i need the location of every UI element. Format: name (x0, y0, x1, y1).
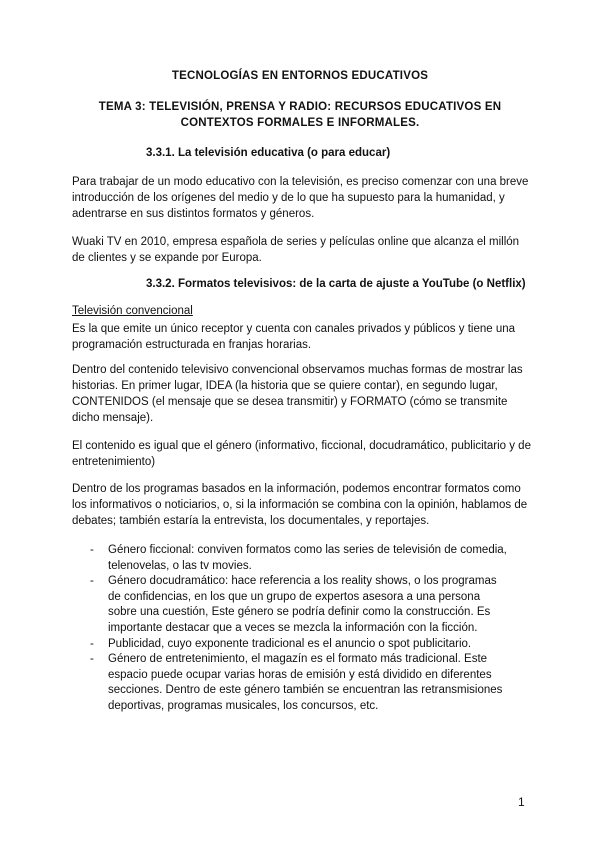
paragraph: El contenido es igual que el género (informativo, ficcional, docudramático, publicitario y de entretenimiento) (72, 440, 531, 468)
list-item-text: Género ficcional: conviven formatos como las series de televisión de comedia, telenovelas, o las tv movies. (108, 544, 507, 572)
paragraph: Dentro de los programas basados en la información, podemos encontrar formatos como los informativos o noticiarios, o, si la información se combina con la opinión, hablamos de debates; también estaría la entrevista, los documentales, y reportajes. (72, 483, 528, 527)
bullet-marker: - (90, 637, 94, 650)
list-item (90, 652, 510, 714)
bullet-marker: - (90, 653, 94, 666)
bullet-marker: - (90, 544, 94, 556)
list-item-text: Género docudramático: hace referencia a los reality shows, o los programas de confidencias, en los que un grupo de expertos asesora a una persona sobre una cuestión, Este género se podría definir como la construcción. Es importante destacar que a veces se mezcla la información con la ficción. (108, 575, 497, 634)
paragraph: Es la que emite un único receptor y cuenta con canales privados y públicos y tiene una programación estructurada en franjas horarias. (72, 323, 516, 351)
list-item-text: Género de entretenimiento, el magazín es el formato más tradicional. Este espacio puede ocupar varias horas de emisión y está dividido en diferentes secciones. Dentro de este género también se encuentran las retransmisiones deportivas, programas musicales, los concursos, etc. (108, 653, 503, 712)
paragraph: Dentro del contenido televisivo convencional observamos muchas formas de mostrar las historias. En primer lugar, IDEA (la historia que se quiere contar), en segundo lugar, CONTENIDOS (el mensaje que se desea transmitir) y FORMATO (cómo se transmite dicho mensaje). (72, 364, 523, 424)
section-heading-3-3-2: 3.3.2. Formatos televisivos: de la carta de ajuste a YouTube (o Netflix) (146, 278, 526, 290)
list-item (90, 543, 510, 574)
list-item (90, 637, 510, 653)
section-heading-3-3-1: 3.3.1. La televisión educativa (o para educar) (146, 147, 391, 159)
genre-bullet-list (90, 543, 510, 715)
paragraph: Para trabajar de un modo educativo con la televisión, es preciso comenzar con una breve introducción de los orígenes del medio y de lo que ha supuesto para la humanidad, y adentrarse en sus distintos formatos y géneros. (72, 176, 529, 220)
list-item (90, 574, 510, 636)
page-number: 1 (518, 795, 525, 809)
bullet-marker: - (90, 575, 94, 588)
paragraph: Wuaki TV en 2010, empresa española de series y películas online que alcanza el millón de clientes y se expande por Europa. (72, 236, 520, 264)
course-title: TECNOLOGÍAS EN ENTORNOS EDUCATIVOS (171, 70, 429, 82)
unit-title: TEMA 3: TELEVISIÓN, PRENSA Y RADIO: RECURSOS EDUCATIVOS EN CONTEXTOS FORMALES E INFORMALES. (98, 101, 502, 129)
list-item-text: Publicidad, cuyo exponente tradicional es el anuncio o spot publicitario. (108, 637, 472, 650)
subheading-television-convencional: Televisión convencional (72, 305, 193, 317)
